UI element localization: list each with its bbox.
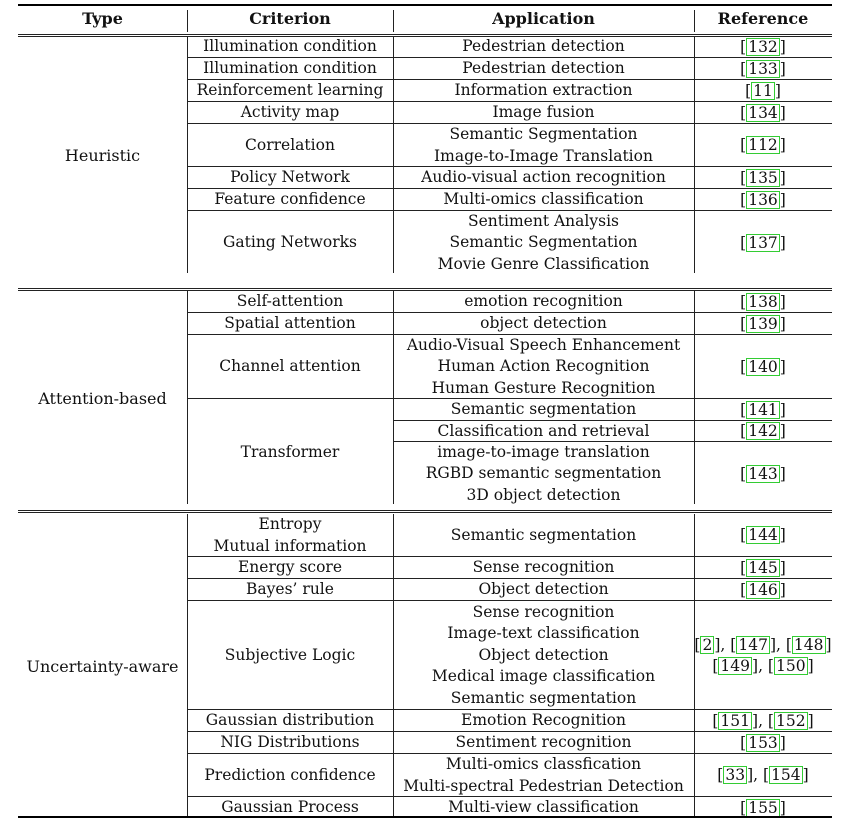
application-cell [393, 579, 694, 601]
reference-cell [694, 313, 832, 335]
application-cell [393, 189, 694, 211]
criterion-cell [187, 211, 393, 275]
application-text: Image-text classification [447, 624, 640, 643]
citation-link[interactable]: 133 [748, 59, 778, 78]
application-text: Semantic Segmentation [449, 233, 638, 252]
header-divider-3 [694, 10, 695, 32]
reference-cell [694, 36, 832, 58]
criterion-cell [187, 102, 393, 124]
application-cell [393, 335, 694, 399]
type-cell: Uncertainty-aware [26, 656, 179, 676]
application-text: RGBD semantic segmentation [425, 464, 662, 483]
reference-cell [694, 732, 832, 754]
reference-line: [ 151 ], [ 152 ] [712, 711, 814, 730]
reference-line: [ 145 ] [740, 558, 786, 577]
criterion-text: Gaussian distribution [205, 711, 375, 730]
application-text: Image-to-Image Translation [434, 146, 653, 165]
application-text: Information extraction [454, 81, 633, 100]
reference-cell [694, 754, 832, 797]
application-text: Audio-visual action recognition [421, 168, 666, 187]
citation-link[interactable]: 132 [748, 37, 778, 56]
criterion-cell [187, 335, 393, 399]
citation-link[interactable]: 136 [748, 190, 778, 209]
reference-line: [ 140 ] [740, 357, 786, 376]
application-cell [393, 211, 694, 275]
application-cell [393, 399, 694, 421]
application-text: Medical image classification [431, 667, 656, 686]
reference-cell [694, 58, 832, 80]
reference-cell [694, 211, 832, 275]
criterion-text: Entropy [258, 515, 322, 533]
application-text: Sentiment Analysis [468, 211, 619, 230]
reference-line: [ 136 ] [740, 190, 786, 209]
criterion-text: NIG Distributions [220, 733, 360, 752]
reference-cell [694, 601, 832, 710]
criterion-text: Gaussian Process [221, 798, 359, 817]
application-text: Multi-view classification [448, 798, 639, 817]
header-reference: Reference [717, 9, 809, 28]
citation-link[interactable]: 148 [793, 635, 824, 654]
criterion-cell [187, 291, 393, 313]
application-text: Multi-omics classification [443, 190, 644, 209]
citation-link[interactable]: 142 [748, 422, 778, 440]
application-cell [393, 36, 694, 58]
header-criterion: Criterion [249, 9, 331, 28]
criterion-cell [187, 754, 393, 797]
application-text: Semantic segmentation [450, 525, 637, 544]
reference-cell [694, 557, 832, 579]
criterion-text: Prediction confidence [204, 765, 376, 784]
application-text: Semantic segmentation [450, 688, 637, 707]
reference-line: [ 141 ] [740, 400, 786, 419]
criterion-cell [187, 514, 393, 557]
citation-link[interactable]: 137 [748, 233, 778, 252]
citation-link[interactable]: 140 [748, 357, 778, 376]
citation-link[interactable]: 143 [748, 464, 778, 483]
application-cell [393, 557, 694, 579]
reference-cell [694, 514, 832, 557]
criterion-text: Channel attention [219, 357, 361, 376]
application-cell [393, 754, 694, 797]
application-text: Multi-omics classfication [445, 755, 642, 773]
application-text: Audio-Visual Speech Enhancement [406, 335, 681, 354]
reference-line: [ 153 ] [740, 733, 786, 752]
criterion-text: Illumination condition [203, 37, 377, 56]
citation-link[interactable]: 112 [748, 136, 778, 154]
reference-line: [ 133 ] [740, 59, 786, 78]
criterion-text: Policy Network [230, 168, 350, 187]
type-cell: Attention-based [38, 388, 167, 408]
criterion-text: Bayes’ rule [246, 580, 334, 599]
criterion-text: Reinforcement learning [196, 81, 384, 100]
citation-link[interactable]: 2 [702, 635, 713, 654]
application-text: Movie Genre Classification [437, 254, 650, 273]
reference-line: [ 138 ] [740, 292, 786, 311]
citation-link[interactable]: 154 [771, 766, 801, 784]
criterion-cell [187, 732, 393, 754]
reference-cell [694, 399, 832, 421]
section-rule [18, 288, 832, 289]
reference-cell [694, 579, 832, 601]
application-text: Pedestrian detection [462, 37, 625, 56]
application-text: Classification and retrieval [437, 421, 650, 440]
citation-link[interactable]: 146 [748, 580, 778, 599]
criterion-cell [187, 80, 393, 102]
application-text: Sentiment recognition [455, 733, 632, 752]
application-cell [393, 421, 694, 442]
criterion-cell [187, 710, 393, 732]
criterion-cell [187, 579, 393, 601]
header-divider-1 [187, 10, 188, 32]
section-rule [18, 510, 832, 511]
criterion-text: Gating Networks [223, 233, 357, 252]
reference-cell [694, 421, 832, 442]
application-text: Emotion Recognition [461, 711, 626, 730]
citation-link[interactable]: 141 [748, 400, 778, 419]
header-type: Type [82, 9, 123, 28]
application-cell [393, 291, 694, 313]
reference-line: [ 143 ] [740, 464, 786, 483]
reference-cell [694, 124, 832, 167]
header-application: Application [492, 9, 595, 28]
application-cell [393, 80, 694, 102]
citation-link[interactable]: 152 [775, 711, 806, 730]
application-text: object detection [480, 314, 607, 333]
criterion-text: Transformer [240, 442, 340, 461]
reference-line: [ 146 ] [740, 580, 786, 599]
reference-line: [ 132 ] [740, 37, 786, 56]
application-cell [393, 514, 694, 557]
criterion-text: Mutual information [213, 536, 367, 555]
application-cell [393, 710, 694, 732]
citation-link[interactable]: 145 [748, 558, 778, 577]
application-cell [393, 102, 694, 124]
reference-cell [694, 167, 832, 189]
application-text: 3D object detection [466, 485, 621, 504]
criterion-text: Activity map [240, 103, 340, 122]
header-divider-2 [393, 10, 394, 32]
reference-cell [694, 189, 832, 211]
citation-link[interactable]: 147 [738, 635, 768, 654]
reference-line: [ 11 ] [745, 81, 781, 100]
citation-link[interactable]: 149 [720, 656, 750, 675]
application-text: Object detection [478, 645, 609, 664]
application-text: Image fusion [492, 103, 595, 122]
citation-link[interactable]: 33 [725, 766, 746, 784]
reference-line: [ 137 ] [740, 233, 786, 252]
criterion-cell [187, 399, 393, 506]
criterion-cell [187, 58, 393, 80]
citation-link[interactable]: 134 [748, 103, 778, 122]
reference-line: [ 144 ] [740, 526, 786, 544]
application-text: Sense recognition [472, 558, 615, 577]
application-text: Human Gesture Recognition [431, 378, 656, 397]
bottom-rule [18, 816, 832, 818]
criterion-cell [187, 313, 393, 335]
reference-cell [694, 80, 832, 102]
application-text: Object detection [478, 580, 609, 599]
top-rule [18, 4, 832, 6]
application-cell [393, 313, 694, 335]
section-rule [18, 34, 832, 35]
reference-line: [ 2 ], [ 147 ], [ 148 ] [694, 635, 832, 654]
reference-line: [ 112 ] [740, 136, 786, 154]
criterion-cell [187, 601, 393, 710]
citation-link[interactable]: 151 [720, 711, 750, 730]
citation-link[interactable]: 144 [748, 526, 778, 544]
section-rule [18, 512, 832, 513]
criterion-cell [187, 189, 393, 211]
reference-line: [ 139 ] [740, 314, 786, 333]
reference-line: [ 149 ], [ 150 ] [712, 656, 814, 675]
criterion-cell [187, 557, 393, 579]
citation-link[interactable]: 138 [748, 292, 778, 311]
citation-link[interactable]: 150 [775, 656, 806, 675]
reference-cell [694, 335, 832, 399]
application-text: Human Action Recognition [437, 357, 650, 376]
criterion-text: Self-attention [236, 292, 344, 311]
reference-line: [ 135 ] [740, 168, 786, 187]
application-text: Multi-spectral Pedestrian Detection [403, 776, 684, 795]
application-cell [393, 58, 694, 80]
application-cell [393, 167, 694, 189]
criterion-cell [187, 167, 393, 189]
criterion-text: Energy score [237, 558, 343, 577]
reference-line: [ 33 ], [ 154 ] [717, 766, 809, 784]
citation-link[interactable]: 153 [748, 733, 778, 752]
application-text: image-to-image translation [437, 442, 650, 461]
reference-cell [694, 710, 832, 732]
criterion-text: Subjective Logic [224, 645, 356, 664]
criterion-cell [187, 124, 393, 167]
criterion-text: Correlation [245, 135, 335, 154]
reference-cell [694, 442, 832, 506]
citation-link[interactable]: 11 [753, 81, 773, 100]
citation-link[interactable]: 139 [748, 314, 778, 333]
criterion-text: Illumination condition [203, 59, 377, 78]
application-text: Semantic segmentation [450, 400, 637, 419]
citation-link[interactable]: 135 [748, 168, 778, 187]
reference-cell [694, 102, 832, 124]
criterion-text: Feature confidence [214, 190, 366, 209]
application-cell [393, 442, 694, 506]
type-cell: Heuristic [64, 145, 141, 165]
application-text: emotion recognition [464, 292, 623, 311]
application-cell [393, 601, 694, 710]
application-text: Pedestrian detection [462, 59, 625, 78]
reference-line: [ 155 ] [740, 798, 786, 817]
application-cell [393, 124, 694, 167]
reference-cell [694, 291, 832, 313]
reference-line: [ 134 ] [740, 103, 786, 122]
application-text: Semantic Segmentation [449, 125, 638, 143]
criterion-cell [187, 36, 393, 58]
application-text: Sense recognition [472, 602, 615, 621]
criterion-text: Spatial attention [224, 314, 356, 333]
reference-line: [ 142 ] [740, 422, 786, 440]
citation-link[interactable]: 155 [748, 798, 778, 817]
application-cell [393, 732, 694, 754]
